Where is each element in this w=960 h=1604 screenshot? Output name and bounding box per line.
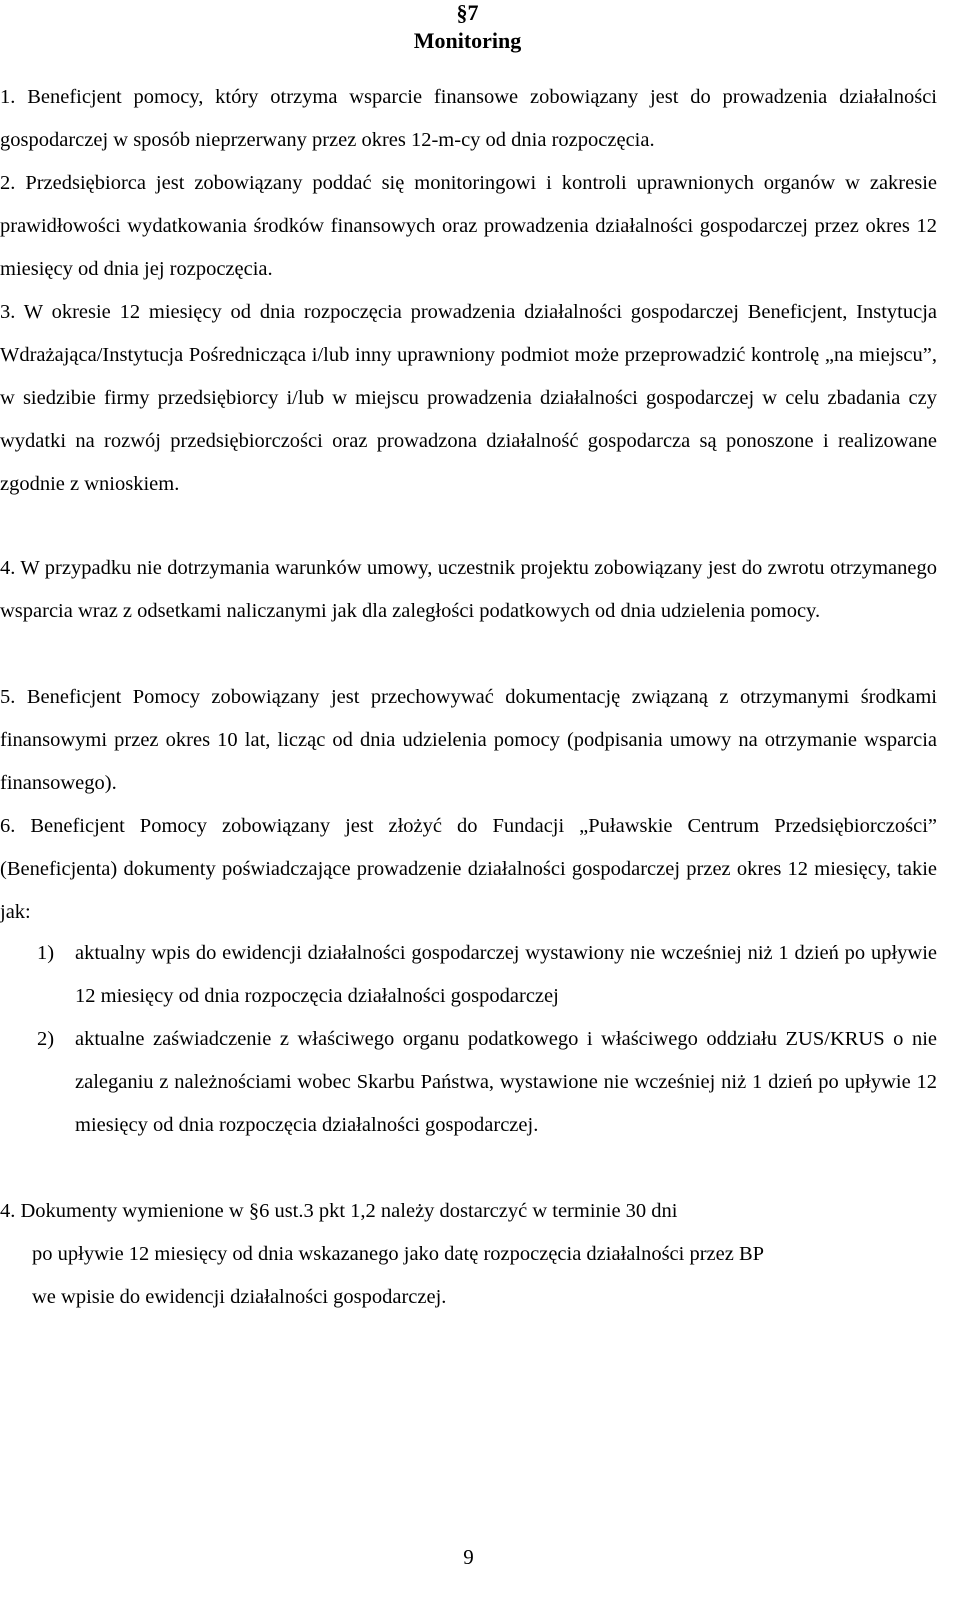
list-item-number: 1): [37, 942, 55, 964]
list-item-text: aktualny wpis do ewidencji działalności gospodarczej wystawiony nie wcześniej niż 1 dzień po upływie 12 miesięcy od dnia rozpoczęcia działalności gospodarczej: [75, 942, 937, 1007]
list-item: [37, 1018, 937, 1147]
page-number: 9: [463, 1545, 474, 1569]
paragraph-6: 6. Beneficjent Pomocy zobowiązany jest złożyć do Fundacji „Puławskie Centrum Przedsiębiorczości” (Beneficjenta) dokumenty poświadczające prowadzenie działalności gospodarczej przez okres 12 miesięcy, takie jak:: [0, 815, 937, 923]
final-line-3: we wpisie do ewidencji działalności gospodarczej.: [32, 1286, 447, 1308]
paragraph-2: 2. Przedsiębiorca jest zobowiązany poddać się monitoringowi i kontroli uprawnionych organów w zakresie prawidłowości wydatkowania środków finansowych oraz prowadzenia działalności gospodarczej przez okres 12 miesięcy od dnia jej rozpoczęcia.: [0, 172, 937, 280]
paragraph-4: 4. W przypadku nie dotrzymania warunków umowy, uczestnik projektu zobowiązany jest do zwrotu otrzymanego wsparcia wraz z odsetkami naliczanymi jak dla zaległości podatkowych od dnia udzielenia pomocy.: [0, 557, 937, 622]
paragraph-5: 5. Beneficjent Pomocy zobowiązany jest przechowywać dokumentację związaną z otrzymanymi środkami finansowymi przez okres 10 lat, licząc od dnia udzielenia pomocy (podpisania umowy na otrzymanie wsparcia finansowego).: [0, 686, 937, 794]
final-line-1: 4. Dokumenty wymienione w §6 ust.3 pkt 1,2 należy dostarczyć w terminie 30 dni: [0, 1200, 678, 1222]
paragraph-final: [0, 1190, 937, 1319]
section-title: Monitoring: [413, 28, 522, 53]
list-item-text: aktualne zaświadczenie z właściwego organu podatkowego i właściwego oddziału ZUS/KRUS o nie zaleganiu z należnościami wobec Skarbu Państwa, wystawione nie wcześniej niż 1 dzień po upływie 12 miesięcy od dnia rozpoczęcia działalności gospodarczej.: [75, 1028, 937, 1136]
final-line-2: po upływie 12 miesięcy od dnia wskazanego jako datę rozpoczęcia działalności przez BP: [32, 1243, 765, 1265]
list-item: [37, 932, 937, 1018]
list-item-number: 2): [37, 1028, 55, 1050]
paragraph-1: 1. Beneficjent pomocy, który otrzyma wsparcie finansowe zobowiązany jest do prowadzenia działalności gospodarczej w sposób nieprzerwany przez okres 12-m-cy od dnia rozpoczęcia.: [0, 86, 937, 151]
section-number: §7: [456, 0, 479, 25]
paragraph-3: 3. W okresie 12 miesięcy od dnia rozpoczęcia prowadzenia działalności gospodarczej Beneficjent, Instytucja Wdrażająca/Instytucja Pośrednicząca i/lub inny uprawniony podmiot może przeprowadzić kontrolę „na miejscu”, w siedzibie firmy przedsiębiorcy i/lub w miejscu prowadzenia działalności gospodarczej w celu zbadania czy wydatki na rozwój przedsiębiorczości oraz prowadzona działalność gospodarcza są ponoszone i realizowane zgodnie z wnioskiem.: [0, 301, 937, 495]
